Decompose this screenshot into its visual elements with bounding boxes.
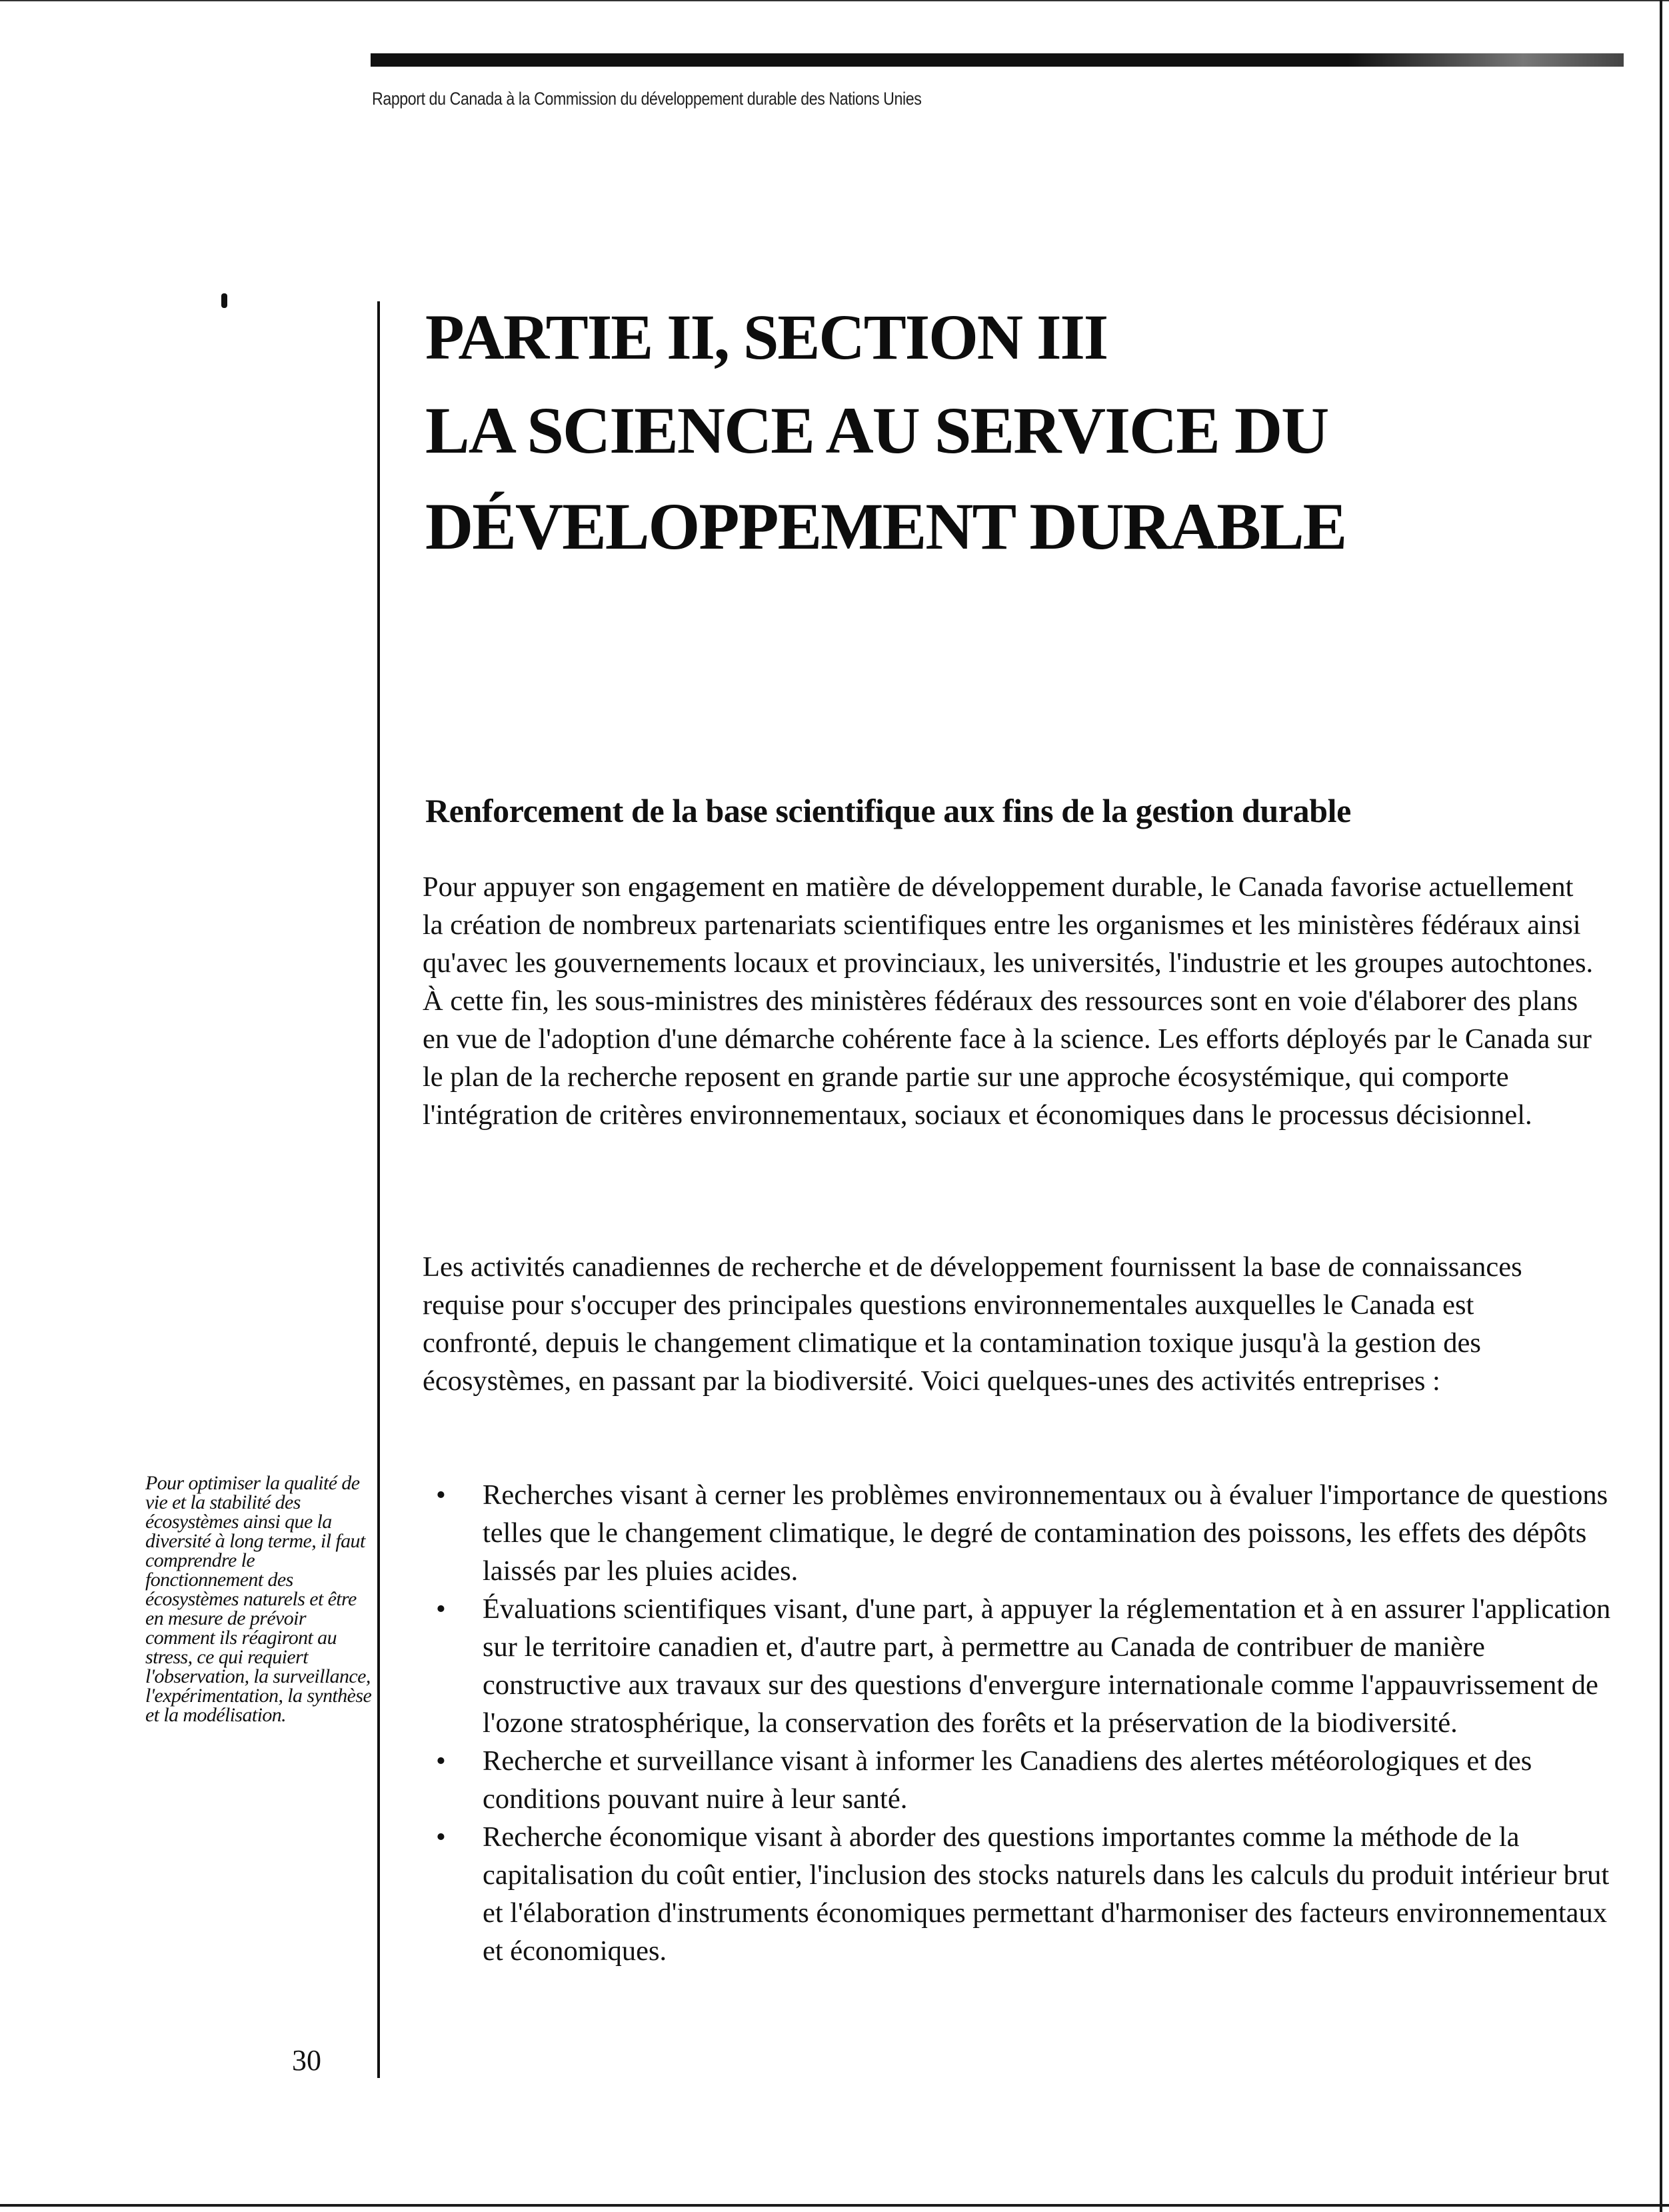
page-border-right (1660, 0, 1662, 2212)
list-item-text: Recherche et surveillance visant à informer les Canadiens des alertes météorologiques et des conditions pouvant nuire à leur santé. (483, 1745, 1532, 1815)
title-main-line2: DÉVELOPPEMENT DURABLE (425, 489, 1346, 563)
header-rule (371, 53, 1624, 67)
page-number: 30 (292, 2044, 321, 2077)
margin-rule (377, 301, 380, 2078)
bullet-icon: • (436, 1821, 446, 1853)
page-title (425, 301, 1346, 563)
activities-list (423, 1476, 1616, 1970)
page-border-bottom (0, 2204, 1669, 2207)
list-item (423, 1742, 1616, 1818)
body-paragraph-1: Pour appuyer son engagement en matière de développement durable, le Canada favorise actuellement la création de nombreux partenariats scientifiques entre les organismes et les ministères fédéraux ainsi qu'avec les gouvernements locaux et provinciaux, les universités, l'industrie et les groupes autochtones. À cette fin, les sous-ministres des ministères fédéraux des ressources sont en voie d'élaborer des plans en vue de l'adoption d'une démarche cohérente face à la science. Les efforts déployés par le Canada sur le plan de la recherche reposent en grande partie sur une approche écosystémique, qui comporte l'intégration de critères environnementaux, sociaux et économiques dans le processus décisionnel. (423, 871, 1594, 1131)
list-item (423, 1590, 1616, 1742)
page-border-top (0, 0, 1669, 1)
list-item-text: Recherche économique visant à aborder des questions importantes comme la méthode de la capitalisation du coût entier, l'inclusion des stocks naturels dans les calculs du produit intérieur brut et l'élaboration d'instruments économiques permettant d'harmoniser des facteurs environnementaux et économiques. (483, 1821, 1610, 1967)
list-item-text: Évaluations scientifiques visant, d'une part, à appuyer la réglementation et à en assurer l'application sur le territoire canadien et, d'autre part, à permettre au Canada de contribuer de manière constructive aux travaux sur des questions d'envergure internationale comme l'appauvrissement de l'ozone stratosphérique, la conservation des forêts et la préservation de la biodiversité. (483, 1593, 1611, 1739)
title-main-line1: LA SCIENCE AU SERVICE DU (425, 393, 1328, 467)
sidebar-note: Pour optimiser la qualité de vie et la stabilité des écosystèmes ainsi que la diversité à long terme, il faut comprendre le fonctionnement des écosystèmes naturels et être en mesure de prévoir comment ils réagiront au stress, ce qui requiert l'observation, la surveillance, l'expérimentation, la synthèse et la modélisation. (145, 1472, 372, 1726)
running-header: Rapport du Canada à la Commission du développement durable des Nations Unies (372, 89, 922, 109)
section-heading: Renforcement de la base scientifique aux fins de la gestion durable (425, 792, 1351, 829)
list-item (423, 1476, 1616, 1590)
title-part-section: PARTIE II, SECTION III (425, 301, 1108, 373)
list-item-text: Recherches visant à cerner les problèmes environnementaux ou à évaluer l'importance de questions telles que le changement climatique, le degré de contamination des poissons, les effets des dépôts laissés par les pluies acides. (483, 1479, 1608, 1587)
bullet-icon: • (436, 1479, 446, 1511)
bullet-icon: • (436, 1745, 446, 1777)
list-item (423, 1818, 1616, 1970)
stray-ink-mark (221, 293, 227, 308)
body-paragraph-2: Les activités canadiennes de recherche et de développement fournissent la base de connaissances requise pour s'occuper des principales questions environnementales auxquelles le Canada est confronté, depuis le changement climatique et la contamination toxique jusqu'à la gestion des écosystèmes, en passant par la biodiversité. Voici quelques-unes des activités entreprises : (423, 1251, 1522, 1397)
bullet-icon: • (436, 1593, 446, 1625)
